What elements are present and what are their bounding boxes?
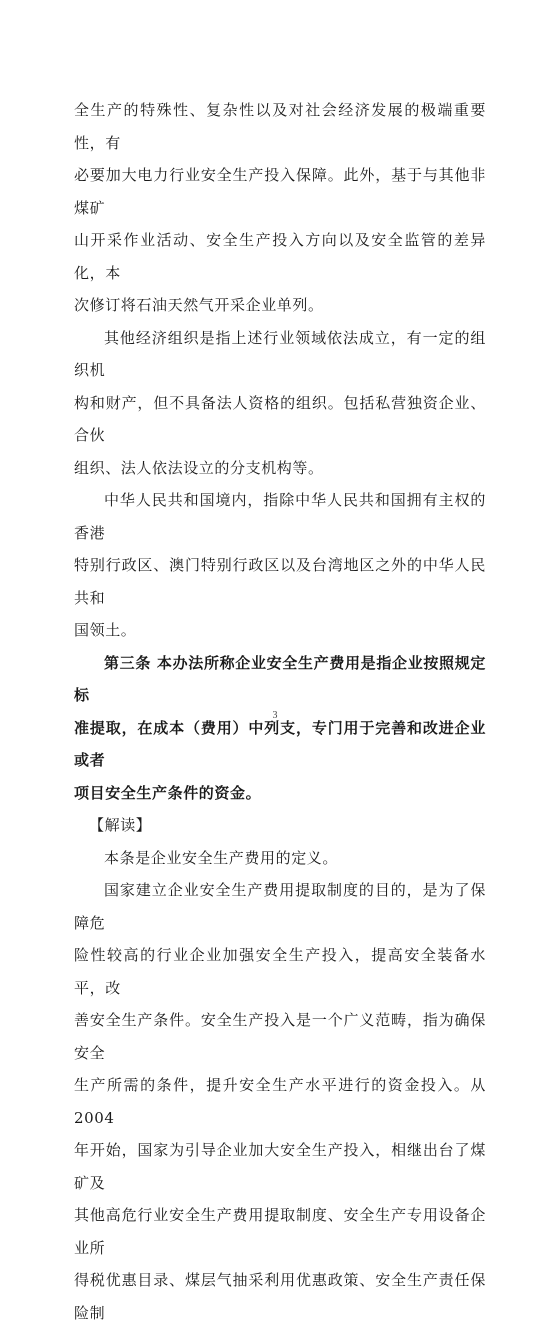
paragraph-continuation: 全生产的特殊性、复杂性以及对社会经济发展的极端重要性，有 必要加大电力行业安全生产投入保障。此外，基于与其他非煤矿 山开采作业活动、安全生产投入方向以及安全监管的差异化，本 次修订将石油天然气开采企业单列。: [74, 101, 486, 314]
paragraph-definition: 本条是企业安全生产费用的定义。: [104, 848, 339, 867]
paragraph-purpose: 国家建立企业安全生产费用提取制度的目的，是为了保障危 险性较高的行业企业加强安全生产投入，提高安全装备水平，改 善安全生产条件。安全生产投入是一个广义范畴，指为确保安全 生产所需的条件，提升安全生产水平进行的资金投入。从 2004 年开始，国家为引导企业加大安全生产投入，相继出台了煤矿及 其他高危行业安全生产费用提取制度、安全生产专用设备企业所 得税优惠目录、煤层气抽采利用优惠政策、安全生产责任保险制: [74, 881, 486, 1322]
paragraph-territory: 中华人民共和国境内，指除中华人民共和国拥有主权的香港 特别行政区、澳门特别行政区以及台湾地区之外的中华人民共和 国领土。: [74, 491, 486, 639]
article-three: 第三条 本办法所称企业安全生产费用是指企业按照规定标 准提取，在成本（费用）中列支，专门用于完善和改进企业或者 项目安全生产条件的资金。: [74, 653, 486, 802]
interpretation-heading: 【解读】: [89, 816, 152, 834]
paragraph-other-economic-organizations: 其他经济组织是指上述行业领域依法成立，有一定的组织机 构和财产，但不具备法人资格的组织。包括私营独资企业、合伙 组织、法人依法设立的分支机构等。: [74, 328, 486, 477]
page-number: 3: [272, 710, 278, 721]
